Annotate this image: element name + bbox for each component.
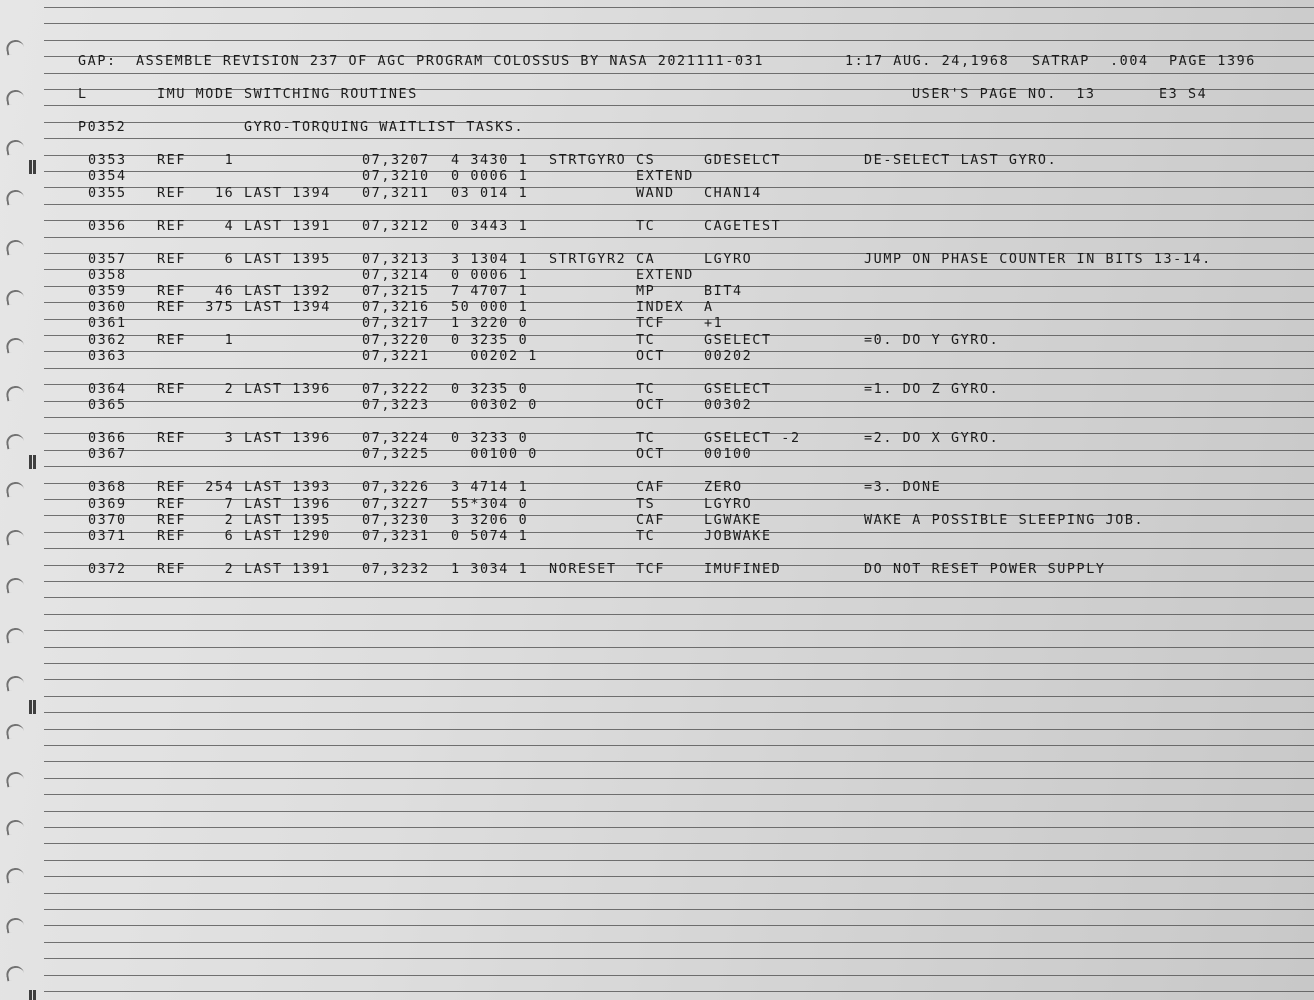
ref-count: REF 7 — [157, 497, 235, 512]
feed-hole — [5, 39, 25, 56]
opcode: OCT — [636, 447, 665, 462]
header-line-2 — [0, 87, 1314, 103]
line-number: 0358 — [88, 268, 127, 283]
machine-code: 0 3235 0 — [451, 333, 529, 348]
line-number: 0370 — [88, 513, 127, 528]
ruled-line — [44, 581, 1314, 582]
line-number: 0360 — [88, 300, 127, 315]
ruled-line — [44, 204, 1314, 205]
line-number: 0366 — [88, 431, 127, 446]
comment: =0. DO Y GYRO. — [864, 333, 1000, 348]
ruled-line — [44, 23, 1314, 24]
address: 07,3226 — [362, 480, 430, 495]
last-ref: LAST 1396 — [244, 431, 331, 446]
listing-row — [0, 169, 1314, 185]
machine-code: 3 1304 1 — [451, 252, 529, 267]
line-number: 0368 — [88, 480, 127, 495]
operand: JOBWAKE — [704, 529, 772, 544]
ruled-line — [44, 630, 1314, 631]
address: 07,3211 — [362, 186, 430, 201]
ref-count: REF 375 — [157, 300, 235, 315]
line-number: 0361 — [88, 316, 127, 331]
address: 07,3227 — [362, 497, 430, 512]
listing-row — [0, 252, 1314, 268]
ruled-line — [44, 73, 1314, 74]
ruled-line — [44, 843, 1314, 844]
feed-hole — [5, 819, 25, 836]
listing-row — [0, 529, 1314, 545]
opcode: CAF — [636, 480, 665, 495]
ruled-line — [44, 811, 1314, 812]
machine-code: 1 3220 0 — [451, 316, 529, 331]
address: 07,3217 — [362, 316, 430, 331]
listing-row — [0, 398, 1314, 414]
ref-count: REF 46 — [157, 284, 235, 299]
listing-row — [0, 300, 1314, 316]
line-number: 0364 — [88, 382, 127, 397]
address: 07,3216 — [362, 300, 430, 315]
listing-row — [0, 480, 1314, 496]
ruled-line — [44, 860, 1314, 861]
ref-count: REF 16 — [157, 186, 235, 201]
margin-mark — [29, 700, 32, 714]
ruled-line — [44, 597, 1314, 598]
last-ref: LAST 1395 — [244, 252, 331, 267]
ref-count: REF 3 — [157, 431, 235, 446]
ruled-line — [44, 7, 1314, 8]
comment: WAKE A POSSIBLE SLEEPING JOB. — [864, 513, 1145, 528]
ruled-line — [44, 679, 1314, 680]
last-ref: LAST 1391 — [244, 562, 331, 577]
comment: =3. DONE — [864, 480, 942, 495]
last-ref: LAST 1396 — [244, 497, 331, 512]
ruled-line — [44, 827, 1314, 828]
machine-code: 0 0006 1 — [451, 268, 529, 283]
ruled-line — [44, 778, 1314, 779]
ruled-line — [44, 548, 1314, 549]
feed-hole — [5, 965, 25, 982]
ref-count: REF 6 — [157, 252, 235, 267]
ref-count: REF 2 — [157, 513, 235, 528]
address: 07,3207 — [362, 153, 430, 168]
listing-row — [0, 447, 1314, 463]
opcode: EXTEND — [636, 169, 694, 184]
address: 07,3222 — [362, 382, 430, 397]
opcode: CA — [636, 252, 656, 267]
operand: IMUFINED — [704, 562, 782, 577]
section-title: GYRO-TORQUING WAITLIST TASKS. — [244, 120, 525, 135]
listing-row — [0, 333, 1314, 349]
ruled-line — [44, 466, 1314, 467]
listing-row — [0, 219, 1314, 235]
last-ref: LAST 1393 — [244, 480, 331, 495]
line-number: 0354 — [88, 169, 127, 184]
last-ref: LAST 1392 — [244, 284, 331, 299]
machine-code: 0 3233 0 — [451, 431, 529, 446]
listing-row — [0, 497, 1314, 513]
ruled-line — [44, 942, 1314, 943]
line-number: 0353 — [88, 153, 127, 168]
operand: GSELECT — [704, 333, 772, 348]
opcode: TC — [636, 219, 656, 234]
opcode: TC — [636, 333, 656, 348]
opcode: TC — [636, 529, 656, 544]
machine-code: 55*304 0 — [451, 497, 529, 512]
listing-code: L — [78, 87, 88, 102]
address: 07,3225 — [362, 447, 430, 462]
assembly-timestamp: 1:17 AUG. 24,1968 — [845, 54, 1010, 69]
operand: CHAN14 — [704, 186, 762, 201]
address: 07,3220 — [362, 333, 430, 348]
ruled-line — [44, 893, 1314, 894]
ruled-line — [44, 761, 1314, 762]
operand: BIT4 — [704, 284, 743, 299]
line-number: 0357 — [88, 252, 127, 267]
users-page-number: USER'S PAGE NO. 13 — [912, 87, 1096, 102]
machine-code: 1 3034 1 — [451, 562, 529, 577]
margin-mark — [29, 990, 32, 1000]
routine-title: IMU MODE SWITCHING ROUTINES — [157, 87, 418, 102]
operand: 00202 — [704, 349, 753, 364]
address: 07,3210 — [362, 169, 430, 184]
ruled-line — [44, 794, 1314, 795]
ruled-line — [44, 237, 1314, 238]
opcode: TCF — [636, 562, 665, 577]
comment: JUMP ON PHASE COUNTER IN BITS 13-14. — [864, 252, 1212, 267]
listing-row — [0, 349, 1314, 365]
comment: DO NOT RESET POWER SUPPLY — [864, 562, 1106, 577]
comment: DE-SELECT LAST GYRO. — [864, 153, 1058, 168]
assembly-title: GAP: ASSEMBLE REVISION 237 OF AGC PROGRAM COLOSSUS BY NASA 2021111-031 — [78, 54, 764, 69]
line-number: 0371 — [88, 529, 127, 544]
line-number: 0359 — [88, 284, 127, 299]
operand: LGWAKE — [704, 513, 762, 528]
assembly-user: SATRAP — [1032, 54, 1090, 69]
section-id: P0352 — [78, 120, 127, 135]
listing-row — [0, 186, 1314, 202]
listing-row — [0, 153, 1314, 169]
ruled-line — [44, 40, 1314, 41]
machine-code: 00100 0 — [451, 447, 538, 462]
machine-code: 00202 1 — [451, 349, 538, 364]
operand: CAGETEST — [704, 219, 782, 234]
ruled-line — [44, 745, 1314, 746]
ref-count: REF 2 — [157, 382, 235, 397]
listing-row — [0, 562, 1314, 578]
ref-count: REF 2 — [157, 562, 235, 577]
last-ref: LAST 1394 — [244, 186, 331, 201]
page-suffix: E3 S4 — [1159, 87, 1208, 102]
ruled-line — [44, 991, 1314, 992]
machine-code: 03 014 1 — [451, 186, 529, 201]
ruled-line — [44, 712, 1314, 713]
line-number: 0363 — [88, 349, 127, 364]
listing-row — [0, 284, 1314, 300]
margin-mark — [33, 700, 36, 714]
ref-count: REF 1 — [157, 333, 235, 348]
address: 07,3213 — [362, 252, 430, 267]
listing-row — [0, 268, 1314, 284]
address: 07,3223 — [362, 398, 430, 413]
opcode: INDEX — [636, 300, 685, 315]
opcode: OCT — [636, 398, 665, 413]
ruled-line — [44, 663, 1314, 664]
machine-code: 3 4714 1 — [451, 480, 529, 495]
operand: GSELECT — [704, 382, 772, 397]
line-number: 0367 — [88, 447, 127, 462]
label: NORESET — [549, 562, 617, 577]
comment: =1. DO Z GYRO. — [864, 382, 1000, 397]
ref-count: REF 4 — [157, 219, 235, 234]
machine-code: 4 3430 1 — [451, 153, 529, 168]
line-number: 0365 — [88, 398, 127, 413]
line-number: 0356 — [88, 219, 127, 234]
address: 07,3212 — [362, 219, 430, 234]
listing-row — [0, 316, 1314, 332]
line-number: 0355 — [88, 186, 127, 201]
assembly-value: .004 — [1110, 54, 1149, 69]
operand: +1 — [704, 316, 724, 331]
listing-row — [0, 382, 1314, 398]
ref-count: REF 6 — [157, 529, 235, 544]
ruled-line — [44, 729, 1314, 730]
margin-mark — [33, 990, 36, 1000]
operand: LGYRO — [704, 252, 753, 267]
machine-code: 0 0006 1 — [451, 169, 529, 184]
ruled-line — [44, 138, 1314, 139]
operand: GSELECT -2 — [704, 431, 801, 446]
ruled-line — [44, 696, 1314, 697]
ruled-line — [44, 614, 1314, 615]
ruled-line — [44, 647, 1314, 648]
address: 07,3231 — [362, 529, 430, 544]
operand: A — [704, 300, 714, 315]
ruled-line — [44, 975, 1314, 976]
address: 07,3230 — [362, 513, 430, 528]
machine-code: 0 3235 0 — [451, 382, 529, 397]
last-ref: LAST 1394 — [244, 300, 331, 315]
opcode: CAF — [636, 513, 665, 528]
machine-code: 0 3443 1 — [451, 219, 529, 234]
listing-row — [0, 431, 1314, 447]
address: 07,3215 — [362, 284, 430, 299]
machine-code: 3 3206 0 — [451, 513, 529, 528]
operand: GDESELCT — [704, 153, 782, 168]
operand: LGYRO — [704, 497, 753, 512]
last-ref: LAST 1391 — [244, 219, 331, 234]
line-number: 0369 — [88, 497, 127, 512]
feed-hole — [5, 627, 25, 644]
line-number: 0372 — [88, 562, 127, 577]
opcode: OCT — [636, 349, 665, 364]
feed-hole — [5, 771, 25, 788]
operand: ZERO — [704, 480, 743, 495]
opcode: EXTEND — [636, 268, 694, 283]
last-ref: LAST 1396 — [244, 382, 331, 397]
ref-count: REF 254 — [157, 480, 235, 495]
machine-code: 0 5074 1 — [451, 529, 529, 544]
feed-hole — [5, 577, 25, 594]
listing-row — [0, 513, 1314, 529]
address: 07,3232 — [362, 562, 430, 577]
opcode: CS — [636, 153, 656, 168]
operand: 00302 — [704, 398, 753, 413]
feed-hole — [5, 917, 25, 934]
last-ref: LAST 1290 — [244, 529, 331, 544]
machine-code: 00302 0 — [451, 398, 538, 413]
opcode: TC — [636, 382, 656, 397]
opcode: WAND — [636, 186, 675, 201]
label: STRTGYRO — [549, 153, 627, 168]
feed-hole — [5, 867, 25, 884]
ruled-line — [44, 909, 1314, 910]
ruled-line — [44, 105, 1314, 106]
ruled-line — [44, 958, 1314, 959]
line-number: 0362 — [88, 333, 127, 348]
ruled-line — [44, 368, 1314, 369]
opcode: TC — [636, 431, 656, 446]
ruled-line — [44, 876, 1314, 877]
feed-hole — [5, 675, 25, 692]
header-line-1 — [0, 54, 1314, 70]
opcode: TCF — [636, 316, 665, 331]
machine-code: 50 000 1 — [451, 300, 529, 315]
page-number: PAGE 1396 — [1169, 54, 1256, 69]
address: 07,3214 — [362, 268, 430, 283]
opcode: TS — [636, 497, 656, 512]
opcode: MP — [636, 284, 656, 299]
section-heading — [0, 120, 1314, 136]
label: STRTGYR2 — [549, 252, 627, 267]
comment: =2. DO X GYRO. — [864, 431, 1000, 446]
address: 07,3224 — [362, 431, 430, 446]
ref-count: REF 1 — [157, 153, 235, 168]
address: 07,3221 — [362, 349, 430, 364]
ruled-line — [44, 925, 1314, 926]
last-ref: LAST 1395 — [244, 513, 331, 528]
feed-hole — [5, 723, 25, 740]
operand: 00100 — [704, 447, 753, 462]
machine-code: 7 4707 1 — [451, 284, 529, 299]
ruled-line — [44, 417, 1314, 418]
